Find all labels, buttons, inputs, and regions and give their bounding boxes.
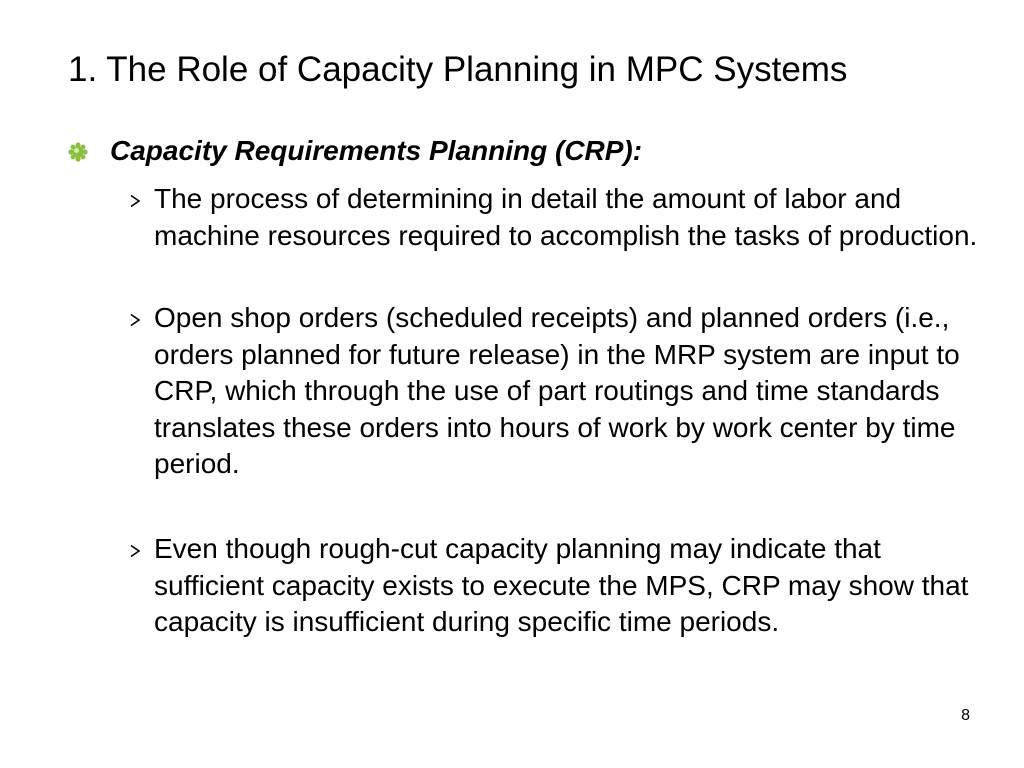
point-text: Even though rough-cut capacity planning may indicate that sufficient capacity exists to execute the MPS, CRP may show that capacity is insufficient during specific time periods. <box>154 533 969 637</box>
green-starburst-icon <box>68 133 110 169</box>
chevron-right-icon <box>124 181 154 217</box>
list-item <box>124 531 984 641</box>
section-heading: Capacity Requirements Planning (CRP): <box>110 135 643 166</box>
heading-bullet-row <box>68 133 968 169</box>
list-item <box>124 300 984 483</box>
point-text: The process of determining in detail the amount of labor and machine resources required to accomplish the tasks of production. <box>154 183 978 251</box>
chevron-right-icon <box>124 300 154 336</box>
list-item <box>124 181 984 254</box>
page-number: 8 <box>961 707 970 724</box>
point-text: Open shop orders (scheduled receipts) and planned orders (i.e., orders planned for future release) in the MRP system are input to CRP, which through the use of part routings and time standards translates these orders into hours of work by work center by time period. <box>154 302 960 479</box>
slide-title: 1. The Role of Capacity Planning in MPC Systems <box>68 50 848 89</box>
chevron-right-icon <box>124 531 154 567</box>
